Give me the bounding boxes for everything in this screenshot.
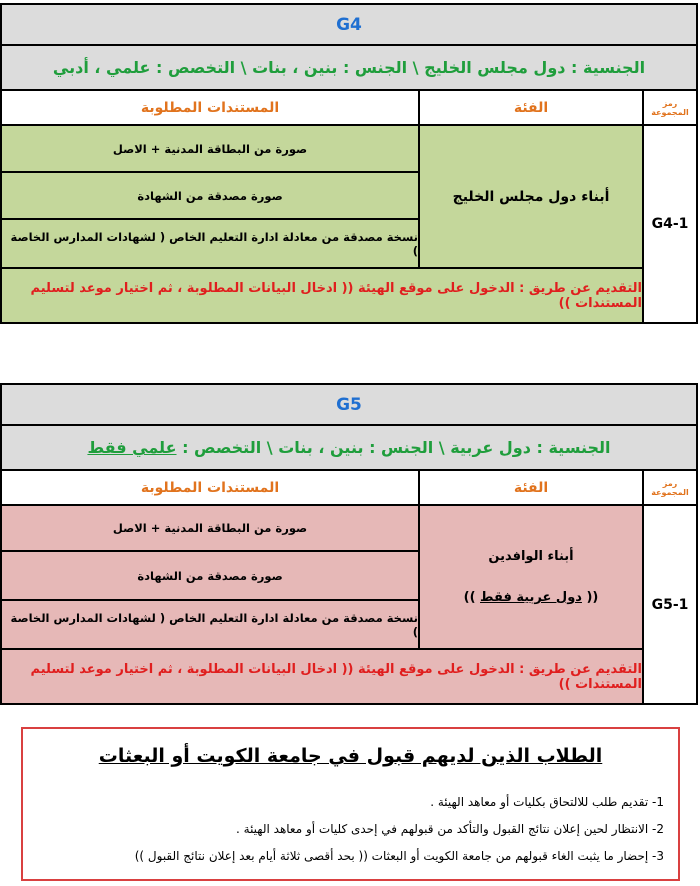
notice-item-1: 1- تقديم طلب للالتحاق بكليات أو معاهد الهيئة . (430, 795, 664, 809)
g5-nationality-prefix: الجنسية : دول عربية \ الجنس : بنين ، بنات \ التخصص : (176, 438, 611, 457)
g4-header-row (2, 91, 696, 126)
g5-group: G5-1 (651, 596, 689, 613)
g4-body (2, 126, 696, 322)
g5-code: G5 (336, 394, 362, 415)
g5-nationality-row (2, 426, 696, 471)
g4-category-cell (420, 126, 644, 267)
g5-nationality (87, 438, 610, 457)
g5-group-cell (644, 506, 696, 703)
g5-header-group: رمز المجموعة (651, 478, 689, 497)
g5-header-row (2, 471, 696, 506)
g5-nationality-specialty: علمي فقط (87, 438, 177, 457)
notice-item-3: 3- إحضار ما يثبت الغاء قبولهم من جامعة الكويت أو البعثات (( بحد أقصى ثلاثة أيام بعد إعلان نتائج القبول )) (134, 849, 664, 863)
g4-code-row (2, 5, 696, 46)
g5-body (2, 506, 696, 703)
g4-header-docs: المستندات المطلوبة (2, 91, 420, 124)
g4-header-category: الفئة (420, 91, 644, 124)
g5-doc-1: صورة من البطاقة المدنية + الاصل (2, 506, 420, 552)
g5-category-cell (420, 506, 644, 648)
g5-note-close: )) (463, 590, 481, 605)
g4-group: G4-1 (651, 216, 689, 232)
notice-item-2: 2- الانتظار لحين إعلان نتائج القبول والتأكد من قبولهم في إحدى كليات أو معاهد الهيئة . (236, 822, 664, 836)
notice-box (21, 727, 680, 881)
g5-apply: التقديم عن طريق : الدخول على موقع الهيئة (( ادخال البيانات المطلوبة ، ثم اختيار موعد لتسليم المستندات )) (2, 648, 644, 703)
g4-category: أبناء دول مجلس الخليج (452, 188, 610, 205)
g4-header-group: رمز المجموعة (651, 98, 689, 117)
g5-category: أبناء الوافدين (488, 549, 574, 564)
g4-table (0, 3, 698, 324)
g4-doc-3: نسخة مصدقة من معادلة ادارة التعليم الخاص ( لشهادات المدارس الخاصة ) (2, 220, 420, 267)
g4-code: G4 (336, 14, 362, 35)
g5-category-note (464, 590, 599, 605)
g5-header-category: الفئة (420, 471, 644, 504)
g5-header-docs: المستندات المطلوبة (2, 471, 420, 504)
g5-table (0, 383, 698, 705)
g4-doc-1: صورة من البطاقة المدنية + الاصل (2, 126, 420, 173)
g4-nationality: الجنسية : دول مجلس الخليج \ الجنس : بنين ، بنات \ التخصص : علمي ، أدبي (52, 58, 646, 77)
g4-doc-2: صورة مصدقة من الشهادة (2, 173, 420, 220)
notice-title: الطلاب الذين لديهم قبول في جامعة الكويت أو البعثات (98, 745, 603, 767)
g5-code-row (2, 385, 696, 426)
g5-doc-2: صورة مصدقة من الشهادة (2, 552, 420, 601)
g4-apply: التقديم عن طريق : الدخول على موقع الهيئة (( ادخال البيانات المطلوبة ، ثم اختيار موعد لتسليم المستندات )) (2, 267, 644, 322)
g5-note-text: دول عربية فقط (480, 590, 582, 605)
g4-nationality-row (2, 46, 696, 91)
g4-group-cell (644, 126, 696, 322)
g5-note-open: (( (581, 590, 599, 605)
g5-doc-3: نسخة مصدقة من معادلة ادارة التعليم الخاص ( لشهادات المدارس الخاصة ) (2, 601, 420, 648)
